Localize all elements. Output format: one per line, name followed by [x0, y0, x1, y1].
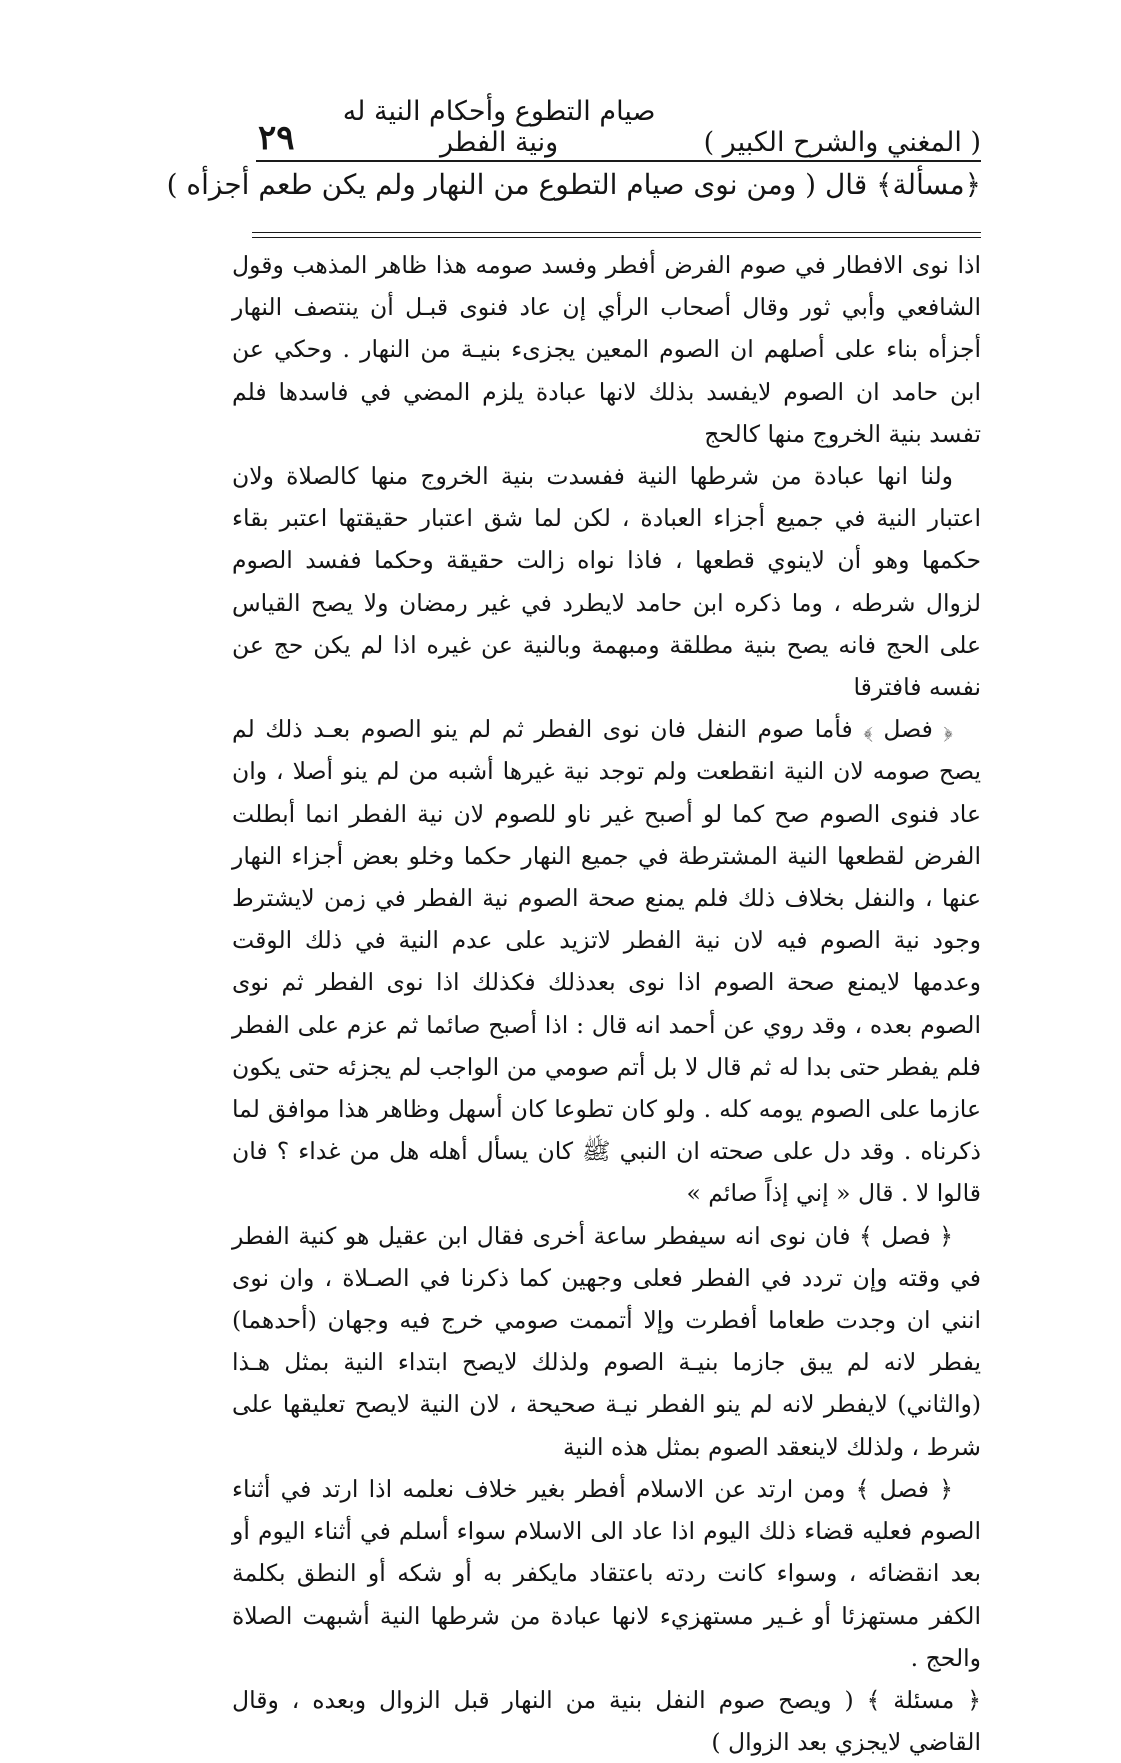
book-title: ( المغني والشرح الكبير ) [703, 127, 981, 158]
page-number: ٢٩ [258, 118, 295, 158]
commentary-text [232, 244, 981, 1757]
double-rule-divider [252, 232, 981, 238]
fasl-paragraph: ﴿ فصل ﴾ فأما صوم النفل فان نوى الفطر ثم لم ينو الصوم بعـد ذلك لم يصح صومه لان النية انقطعت ولم توجد نية غيرها أشبه من لم ينو أصلا ، وان عاد فنوى الصوم صح كما لو أصبح غير ناو للصوم لان نية الفطر انما أبطلت الفرض لقطعها النية المشترطة في جميع النهار حكما وخلو بعض أجزاء النهار عنها ، والنفل بخلاف ذلك فلم يمنع صحة الصوم نية الفطر في زمن لايشترط وجود نية الصوم فيه لان نية الفطر لاتزيد على عدم النية في ذلك الوقت وعدمها لايمنع صحة الصوم اذا نوى بعدذلك فكذلك اذا نوى الفطر ثم نوى الصوم بعده ، وقد روي عن أحمد انه قال : اذا أصبح صائما ثم عزم على الفطر فلم يفطر حتى بدا له ثم قال لا بل أتم صومي من الواجب لم يجزئه حتى يكون عازما على الصوم يومه كله . ولو كان تطوعا كان أسهل وظاهر هذا موافق لما ذكرناه . وقد دل على صحته ان النبي ﷺ كان يسأل أهله هل من غداء ؟ فان قالوا لا . قال « إني إذاً صائم » [232, 715, 981, 1208]
paragraph: ولنا انها عبادة من شرطها النية ففسدت بنية الخروج منها كالصلاة ولان اعتبار النية في جميع أجزاء العبادة ، لكن لما شق اعتبار حقيقتها اعتبر بقاء حكمها وهو أن لاينوي قطعها ، فاذا نواه زالت حقيقة وحكما ففسد الصوم لزوال شرطه ، وما ذكره ابن حامد لايطرد في غير رمضان ولا يصح القياس على الحج فانه يصح بنية مطلقة ومبهمة وبالنية عن غيره اذا لم يكن حج عن نفسه فافترقا [232, 462, 981, 702]
header-rule [256, 160, 981, 162]
fasl-paragraph: ﴿ فصل ﴾ فان نوى انه سيفطر ساعة أخرى فقال ابن عقيل هو كنية الفطر في وقته وإن تردد في الفطر فعلى وجهين كما ذكرنا في الصـلاة ، وان نوى انني ان وجدت طعاما أفطرت وإلا أتممت صومي خرج فيه وجهان (أحدهما) يفطر لانه لم يبق جازما بنيـة الصوم ولذلك لايصح ابتداء النية بمثل هـذا (والثاني) لايفطر لانه لم ينو الفطر نيـة صحيحة ، لان النية لايصح تعليقها على شرط ، ولذلك لاينعقد الصوم بمثل هذه النية [232, 1221, 981, 1461]
paragraph: اذا نوى الافطار في صوم الفرض أفطر وفسد صومه هذا ظاهر المذهب وقول الشافعي وأبي ثور وقال أصحاب الرأي إن عاد فنوى قبـل أن ينتصف النهار أجزأه بناء على أصلهم ان الصوم المعين يجزىء بنيـة من النهار . وحكي عن ابن حامد ان الصوم لايفسد بذلك لانها عبادة يلزم المضي في فاسدها فلم تفسد بنية الخروج منها كالحج [232, 251, 981, 448]
masala-paragraph: ﴿ مسئلة ﴾ ( ويصح صوم النفل بنية من النهار قبل الزوال وبعده ، وقال القاضي لايجزي بعد الزوال ) [232, 1685, 981, 1757]
section-title: صيام التطوع وأحكام النية له ونية الفطر [342, 96, 656, 158]
running-header [258, 96, 981, 158]
masala-heading: ﴿مسألة﴾ قال ( ومن نوى صيام التطوع من النهار ولم يكن طعم أجزأه ) [166, 168, 981, 201]
fasl-paragraph: ﴿ فصل ﴾ ومن ارتد عن الاسلام أفطر بغير خلاف نعلمه اذا ارتد في أثناء الصوم فعليه قضاء ذلك اليوم اذا عاد الى الاسلام سواء أسلم في أثناء اليوم أو بعد انقضائه ، وسواء كانت ردته باعتقاد مايكفر به أو شكه أو النطق بكلمة الكفر مستهزئا أو غـير مستهزيء لانها عبادة من شرطها النية أشبهت الصلاة والحج . [232, 1474, 981, 1672]
